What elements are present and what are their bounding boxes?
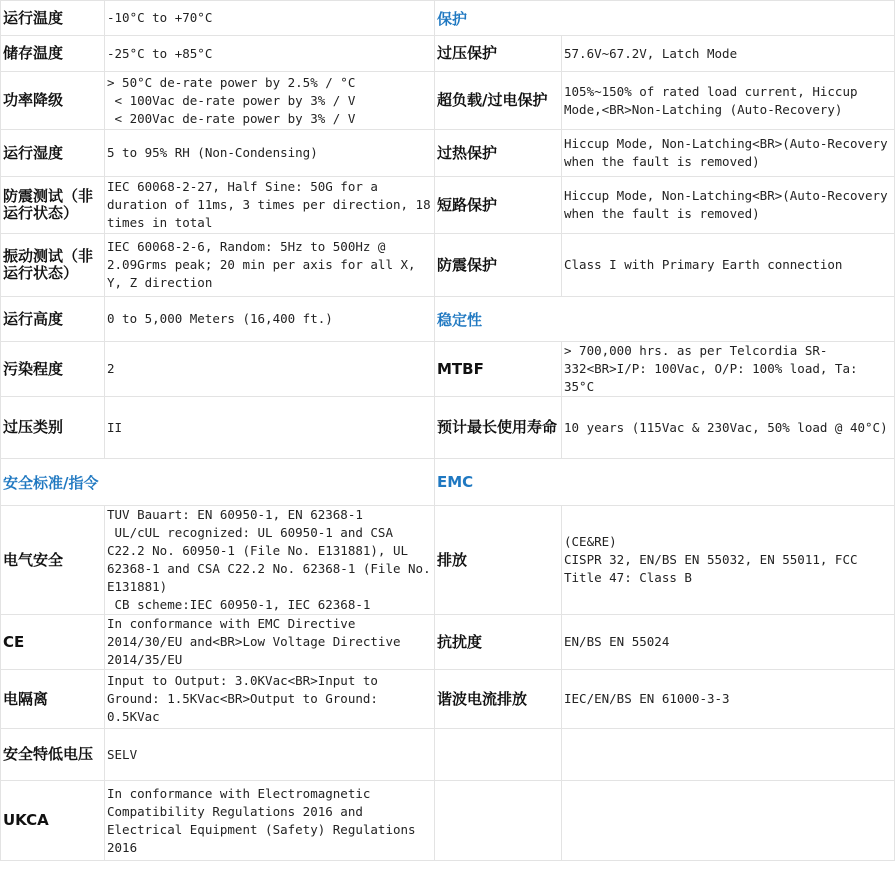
value-immunity: EN/BS EN 55024 bbox=[562, 615, 895, 670]
value-operating-temp: -10°C to +70°C bbox=[105, 1, 435, 36]
label-power-derating: 功率降级 bbox=[1, 72, 105, 130]
value-isolation: Input to Output: 3.0KVac<BR>Input to Ground: 1.5KVac<BR>Output to Ground: 0.5KVac bbox=[105, 670, 435, 729]
label-immunity: 抗扰度 bbox=[435, 615, 562, 670]
label-shock-test: 防震测试（非运行状态） bbox=[1, 177, 105, 234]
section-heading-reliability: 稳定性 bbox=[435, 297, 895, 342]
label-emission: 排放 bbox=[435, 506, 562, 615]
table-row bbox=[1, 506, 895, 615]
empty-cell bbox=[435, 729, 562, 781]
value-vibration-test: IEC 60068-2-6, Random: 5Hz to 500Hz @ 2.09Grms peak; 20 min per axis for all X, Y, Z direction bbox=[105, 234, 435, 297]
value-overtemp-protection: Hiccup Mode, Non-Latching<BR>(Auto-Recovery when the fault is removed) bbox=[562, 130, 895, 177]
label-overload-protection: 超负载/过电保护 bbox=[435, 72, 562, 130]
label-operating-altitude: 运行高度 bbox=[1, 297, 105, 342]
value-pollution-degree: 2 bbox=[105, 342, 435, 397]
label-overvoltage-category: 过压类别 bbox=[1, 397, 105, 459]
table-row bbox=[1, 177, 895, 234]
label-selv: 安全特低电压 bbox=[1, 729, 105, 781]
table-row bbox=[1, 615, 895, 670]
table-row bbox=[1, 342, 895, 397]
table-row bbox=[1, 36, 895, 72]
value-power-derating: > 50°C de-rate power by 2.5% / °C < 100Vac de-rate power by 3% / V < 200Vac de-rate power by 3% / V bbox=[105, 72, 435, 130]
table-row bbox=[1, 72, 895, 130]
value-operating-altitude: 0 to 5,000 Meters (16,400 ft.) bbox=[105, 297, 435, 342]
value-overvoltage-category: II bbox=[105, 397, 435, 459]
table-row bbox=[1, 459, 895, 506]
value-selv: SELV bbox=[105, 729, 435, 781]
section-heading-emc: EMC bbox=[435, 459, 895, 506]
value-emission: (CE&RE) CISPR 32, EN/BS EN 55032, EN 55011, FCC Title 47: Class B bbox=[562, 506, 895, 615]
empty-cell bbox=[562, 729, 895, 781]
label-mtbf: MTBF bbox=[435, 342, 562, 397]
label-pollution-degree: 污染程度 bbox=[1, 342, 105, 397]
table-row bbox=[1, 1, 895, 36]
label-operating-temp: 运行温度 bbox=[1, 1, 105, 36]
value-shock-protection: Class I with Primary Earth connection bbox=[562, 234, 895, 297]
label-ce: CE bbox=[1, 615, 105, 670]
section-heading-safety-standards: 安全标准/指令 bbox=[1, 459, 435, 506]
label-operating-humidity: 运行湿度 bbox=[1, 130, 105, 177]
label-harmonic-current: 谐波电流排放 bbox=[435, 670, 562, 729]
label-shock-protection: 防震保护 bbox=[435, 234, 562, 297]
value-shock-test: IEC 60068-2-27, Half Sine: 50G for a duration of 11ms, 3 times per direction, 18 times in total bbox=[105, 177, 435, 234]
label-overvoltage-protection: 过压保护 bbox=[435, 36, 562, 72]
table-row bbox=[1, 297, 895, 342]
value-short-circuit-protection: Hiccup Mode, Non-Latching<BR>(Auto-Recovery when the fault is removed) bbox=[562, 177, 895, 234]
value-electrical-safety: TUV Bauart: EN 60950-1, EN 62368-1 UL/cUL recognized: UL 60950-1 and CSA C22.2 No. 60950-1 (File No. E131881), UL 62368-1 and CSA C22.2 No. 62368-1 (File No. E131881) CB scheme:IEC 60950-1, IEC 62368-1 bbox=[105, 506, 435, 615]
label-expected-lifetime: 预计最长使用寿命 bbox=[435, 397, 562, 459]
section-heading-protection: 保护 bbox=[435, 1, 895, 36]
value-mtbf: > 700,000 hrs. as per Telcordia SR-332<BR>I/P: 100Vac, O/P: 100% load, Ta: 35°C bbox=[562, 342, 895, 397]
value-overload-protection: 105%~150% of rated load current, Hiccup Mode,<BR>Non-Latching (Auto-Recovery) bbox=[562, 72, 895, 130]
table-row bbox=[1, 397, 895, 459]
empty-cell bbox=[562, 781, 895, 861]
label-vibration-test: 振动测试（非运行状态） bbox=[1, 234, 105, 297]
label-ukca: UKCA bbox=[1, 781, 105, 861]
value-operating-humidity: 5 to 95% RH (Non-Condensing) bbox=[105, 130, 435, 177]
label-short-circuit-protection: 短路保护 bbox=[435, 177, 562, 234]
label-overtemp-protection: 过热保护 bbox=[435, 130, 562, 177]
table-row bbox=[1, 234, 895, 297]
table-row bbox=[1, 670, 895, 729]
value-overvoltage-protection: 57.6V~67.2V, Latch Mode bbox=[562, 36, 895, 72]
value-expected-lifetime: 10 years (115Vac & 230Vac, 50% load @ 40°C) bbox=[562, 397, 895, 459]
label-storage-temp: 储存温度 bbox=[1, 36, 105, 72]
table-row bbox=[1, 781, 895, 861]
empty-cell bbox=[435, 781, 562, 861]
table-row bbox=[1, 130, 895, 177]
label-electrical-safety: 电气安全 bbox=[1, 506, 105, 615]
value-storage-temp: -25°C to +85°C bbox=[105, 36, 435, 72]
table-row bbox=[1, 729, 895, 781]
label-isolation: 电隔离 bbox=[1, 670, 105, 729]
value-ukca: In conformance with Electromagnetic Compatibility Regulations 2016 and Electrical Equipment (Safety) Regulations 2016 bbox=[105, 781, 435, 861]
value-ce: In conformance with EMC Directive 2014/30/EU and<BR>Low Voltage Directive 2014/35/EU bbox=[105, 615, 435, 670]
value-harmonic-current: IEC/EN/BS EN 61000-3-3 bbox=[562, 670, 895, 729]
